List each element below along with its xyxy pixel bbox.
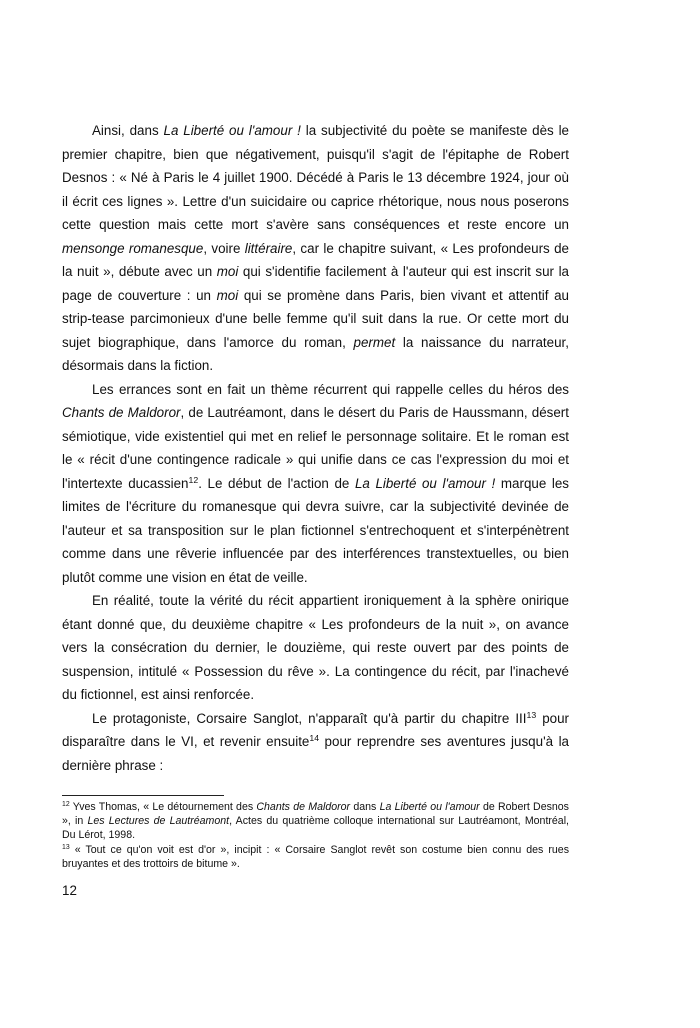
- body-text: [62, 119, 569, 777]
- paragraph-4: Le protagoniste, Corsaire Sanglot, n'apparaît qu'à partir du chapitre III$^{13}$ pour disparaître dans le VI, et revenir ensuite$^{14}$ pour reprendre ses aventures jusqu'à la dernière phrase :: [62, 709, 569, 773]
- footnote-12: $^{12}$ Yves Thomas, « Le détournement des Chants de Maldoror dans La Liberté ou l'amour de Robert Desnos », in Les Lectures de Lautréamont, Actes du quatrième colloque international sur Lautréamont, Montréal, Du Lérot, 1998.: [62, 801, 569, 842]
- footnote-ref-14[interactable]: 14: [309, 733, 320, 744]
- footnote-divider: [62, 795, 224, 796]
- paragraph-2: Les errances sont en fait un thème récurrent qui rappelle celles du héros des Chants de Maldoror, de Lautréamont, dans le désert du Paris de Haussmann, désert sémiotique, vide existentiel qui met en relief le personnage solitaire. Et le roman est le « récit d'une contingence radicale » qui unifie dans ce cas l'expression du moi et l'intertexte ducassien$^{12}$. Le début de l'action de La Liberté ou l'amour ! marque les limites de l'écriture du romanesque qui devra suivre, car la subjectivité devinée de l'auteur et sa transposition sur le plan fictionnel s'entrechoquent et s'interpénètrent comme dans une rêverie influencée par des interférences transtextuelles, ou bien plutôt comme une vision en état de veille.: [62, 381, 569, 585]
- paragraph-3: En réalité, toute la vérité du récit appartient ironiquement à la sphère onirique étant donné que, du deuxième chapitre « Les profondeurs de la nuit », on avance vers la consécration du dernier, le douzième, qui reste ouvert par des points de suspension, intitulé « Possession du rêve ». La contingence du récit, par l'inachevé du fictionnel, est ainsi renforcée.: [62, 593, 569, 702]
- footnote-ref-12[interactable]: 12: [188, 474, 199, 485]
- footnotes: [62, 800, 569, 871]
- page-number: 12: [62, 883, 77, 898]
- footnote-13: $^{13}$ « Tout ce qu'on voit est d'or », incipit : « Corsaire Sanglot revêt son costume bien connu des rues bruyantes et des trottoirs de bitume ».: [62, 843, 569, 870]
- footnote-ref-13[interactable]: 13: [526, 709, 537, 720]
- paragraph-1: Ainsi, dans La Liberté ou l'amour ! la subjectivité du poète se manifeste dès le premier chapitre, bien que négativement, puisqu'il s'agit de l'épitaphe de Robert Desnos : « Né à Paris le 4 juillet 1900. Décédé à Paris le 13 décembre 1924, jour où il écrit ces lignes ». Lettre d'un suicidaire ou caprice rhétorique, nous nous poserons cette question mais cette mort s'avère sans conséquences et reste encore un mensonge romanesque, voire littéraire, car le chapitre suivant, « Les profondeurs de la nuit », débute avec un moi qui s'identifie facilement à l'auteur qui est inscrit sur la page de couverture : un moi qui se promène dans Paris, bien vivant et attentif au strip-tease parcimonieux d'une belle femme qu'il suit dans la rue. Or cette mort du sujet biographique, dans l'amorce du roman, permet la naissance du narrateur, désormais dans la fiction.: [62, 123, 570, 373]
- book-title: La Liberté ou l'amour !: [163, 123, 301, 138]
